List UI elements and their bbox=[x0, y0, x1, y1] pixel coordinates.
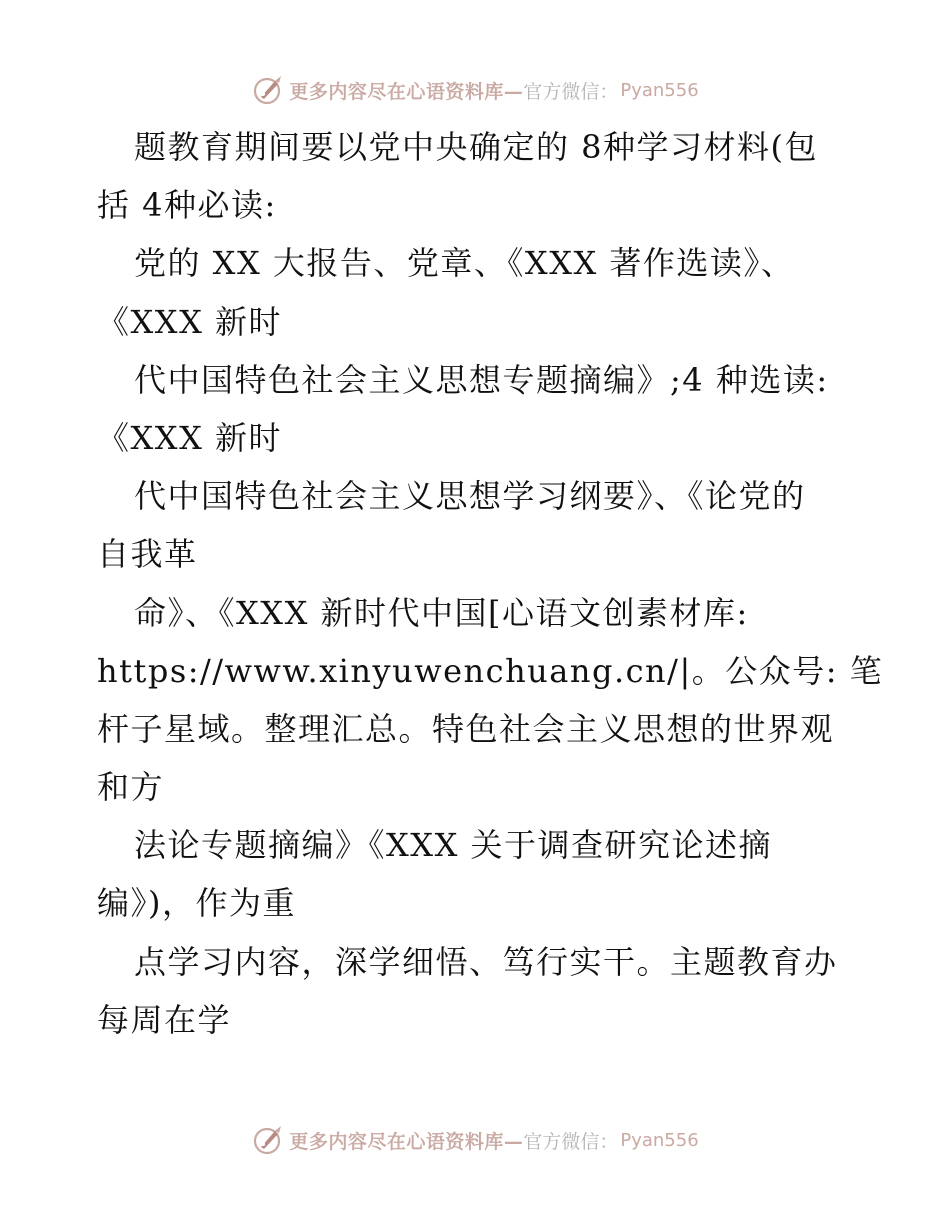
text-line: 《XXX 新时 bbox=[97, 418, 283, 457]
text-line: 杆子星域。整理汇总。特色社会主义思想的世界观 bbox=[97, 709, 835, 748]
header-watermark bbox=[0, 70, 950, 110]
text-line: 编》)，作为重 bbox=[97, 884, 296, 923]
quill-seal-logo-icon bbox=[251, 73, 285, 107]
text-line: 代中国特色社会主义思想专题摘编》;4 种选读: bbox=[134, 360, 829, 399]
text-line: 题教育期间要以党中央确定的 8种学习材料(包 bbox=[134, 128, 819, 166]
text-line-url: https://www.xinyuwenchuang.cn/|。公众号: 笔 bbox=[97, 651, 884, 690]
text-line: 命》、《XXX 新时代中国[心语文创素材库: bbox=[134, 593, 749, 632]
text-line: 党的 XX 大报告、党章、《XXX 著作选读》、 bbox=[134, 244, 795, 283]
footer-watermark bbox=[0, 1120, 950, 1160]
watermark-wechat-id: Pyan556 bbox=[620, 79, 699, 101]
text-line: 点学习内容，深学细悟、笃行实干。主题教育办 bbox=[134, 942, 838, 981]
text-line: 括 4种必读: bbox=[97, 186, 277, 225]
watermark-brand-text: 更多内容尽在心语资料库— bbox=[289, 80, 524, 103]
text-line: 和方 bbox=[97, 768, 165, 807]
watermark-wechat-label: 官方微信： bbox=[523, 80, 619, 103]
text-line: 代中国特色社会主义思想学习纲要》、《论党的 bbox=[134, 477, 806, 516]
watermark-wechat-id: Pyan556 bbox=[620, 1129, 699, 1151]
text-line: 每周在学 bbox=[97, 1000, 232, 1039]
watermark-brand-text: 更多内容尽在心语资料库— bbox=[289, 1130, 524, 1153]
quill-seal-logo-icon bbox=[251, 1123, 285, 1157]
document-body bbox=[97, 118, 884, 1049]
text-line: 自我革 bbox=[97, 535, 198, 574]
text-line: 《XXX 新时 bbox=[97, 302, 283, 341]
text-line: 法论专题摘编》《XXX 关于调查研究论述摘 bbox=[134, 826, 773, 865]
watermark-wechat-label: 官方微信： bbox=[523, 1130, 619, 1153]
